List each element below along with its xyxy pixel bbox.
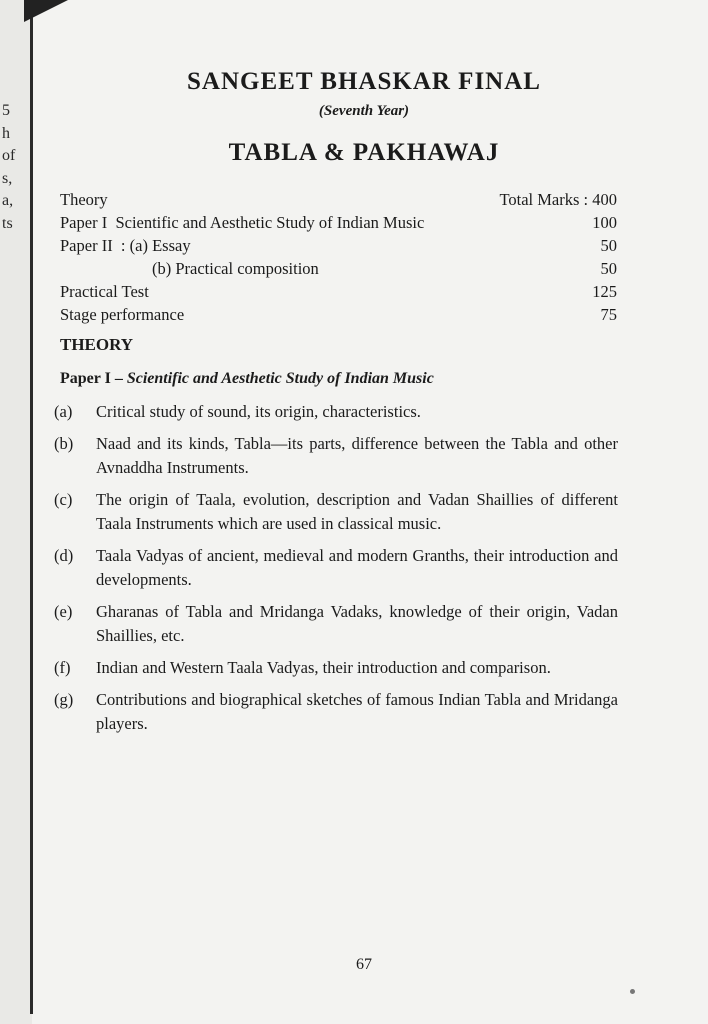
marks-row bbox=[60, 280, 617, 303]
marks-label: Stage performance bbox=[60, 305, 185, 324]
scan-speck bbox=[630, 989, 635, 994]
list-item bbox=[54, 544, 618, 592]
previous-page-edge-text bbox=[2, 100, 26, 235]
subject-heading: TABLA & PAKHAWAJ bbox=[228, 139, 500, 166]
marks-label: Paper II : (a) Essay bbox=[60, 236, 191, 255]
marks-label: Practical Test bbox=[60, 282, 149, 301]
list-item-label: (a) bbox=[54, 402, 73, 421]
list-item bbox=[54, 688, 618, 736]
marks-row bbox=[60, 188, 617, 211]
list-item bbox=[54, 400, 618, 424]
paper-heading-prefix: Paper I – bbox=[60, 370, 127, 387]
syllabus-list bbox=[54, 400, 618, 744]
marks-row bbox=[60, 234, 617, 257]
marks-value: 50 bbox=[600, 259, 617, 278]
list-item bbox=[54, 656, 618, 680]
marks-row bbox=[60, 303, 617, 326]
marks-row bbox=[60, 257, 617, 280]
prev-page-fragment: h bbox=[2, 124, 10, 142]
marks-value: 125 bbox=[592, 282, 617, 301]
page-title: SANGEET BHASKAR FINAL bbox=[187, 68, 541, 95]
list-item-label: (b) bbox=[54, 434, 74, 453]
list-item-label: (g) bbox=[54, 690, 74, 709]
marks-label: Theory bbox=[60, 190, 108, 209]
section-heading: THEORY bbox=[60, 335, 134, 354]
list-item bbox=[54, 488, 618, 536]
list-item-label: (f) bbox=[54, 658, 71, 677]
list-item-text: Critical study of sound, its origin, characteristics. bbox=[96, 402, 421, 421]
list-item bbox=[54, 432, 618, 480]
marks-table bbox=[60, 188, 617, 326]
marks-value: 100 bbox=[592, 213, 617, 232]
page-number: 67 bbox=[356, 956, 372, 973]
paper-heading-title: Scientific and Aesthetic Study of Indian Music bbox=[126, 370, 434, 387]
page-subtitle: (Seventh Year) bbox=[318, 103, 410, 119]
page-corner-shadow bbox=[24, 0, 68, 22]
marks-label: Paper I Scientific and Aesthetic Study of Indian Music bbox=[60, 213, 425, 232]
paper-heading bbox=[60, 370, 434, 388]
marks-label: (b) Practical composition bbox=[152, 259, 319, 278]
list-item-label: (c) bbox=[54, 490, 73, 509]
prev-page-fragment: ts bbox=[2, 214, 13, 232]
list-item-text: Gharanas of Tabla and Mridanga Vadaks, knowledge of their origin, Vadan Shaillies, etc. bbox=[96, 602, 618, 645]
prev-page-fragment: a, bbox=[2, 192, 14, 209]
list-item bbox=[54, 600, 618, 648]
marks-value: 75 bbox=[600, 305, 617, 324]
list-item-label: (e) bbox=[54, 602, 73, 621]
list-item-text: Indian and Western Taala Vadyas, their introduction and comparison. bbox=[96, 658, 551, 677]
marks-row bbox=[60, 211, 617, 234]
prev-page-fragment: of bbox=[2, 147, 16, 164]
list-item-text: Taala Vadyas of ancient, medieval and modern Granths, their introduction and developments. bbox=[96, 546, 618, 589]
list-item-text: The origin of Taala, evolution, description and Vadan Shaillies of different Taala Instruments which are used in classical music. bbox=[96, 490, 618, 533]
marks-value: Total Marks : 400 bbox=[499, 190, 617, 209]
marks-value: 50 bbox=[600, 236, 617, 255]
list-item-label: (d) bbox=[54, 546, 74, 565]
list-item-text: Naad and its kinds, Tabla—its parts, difference between the Tabla and other Avnaddha Instruments. bbox=[96, 434, 618, 477]
prev-page-fragment: s, bbox=[2, 169, 13, 187]
prev-page-fragment: 5 bbox=[2, 102, 10, 119]
list-item-text: Contributions and biographical sketches of famous Indian Tabla and Mridanga players. bbox=[96, 690, 618, 733]
